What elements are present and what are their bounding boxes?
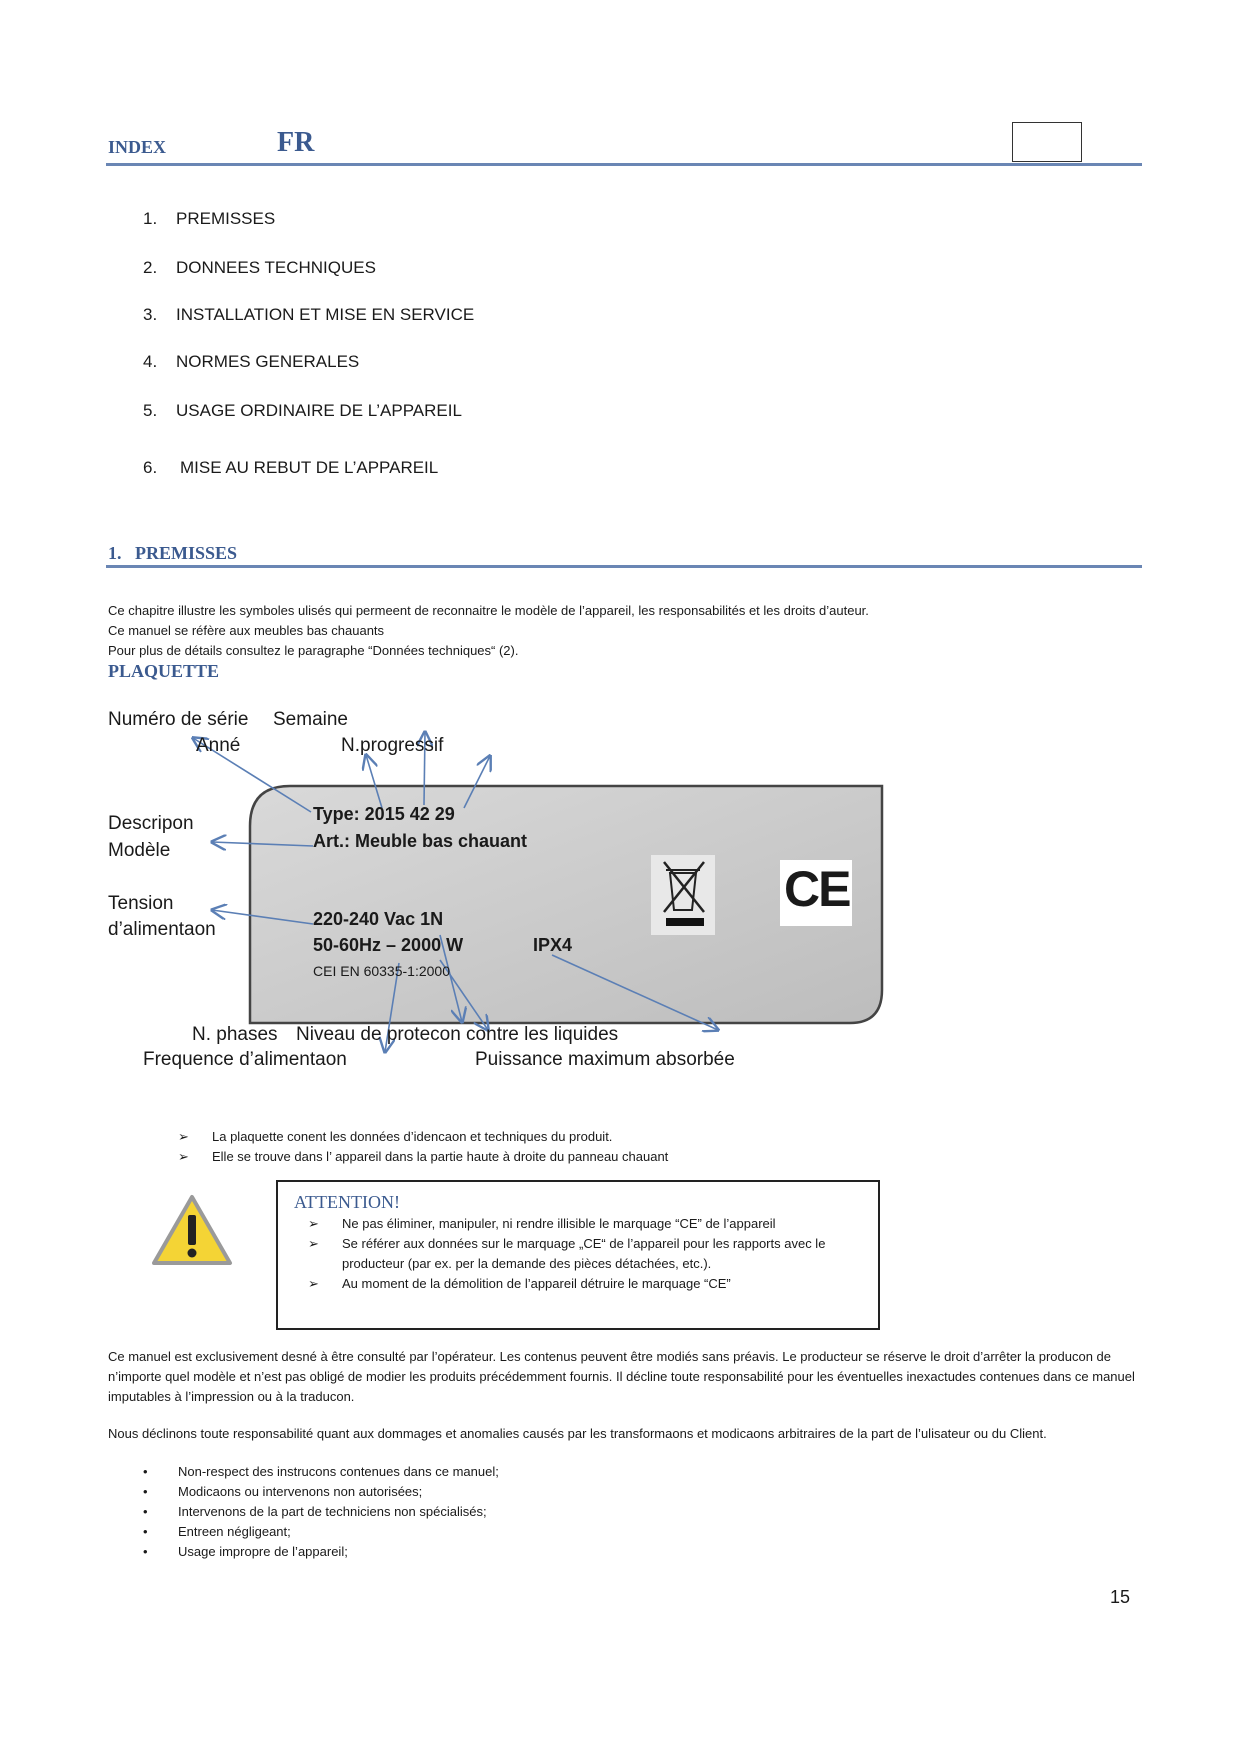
list-item: • Intervenons de la part de techniciens non spécialisés; xyxy=(143,1504,487,1519)
toc-item: 4. NORMES GENERALES xyxy=(143,352,360,371)
plaquette-title: PLAQUETTE xyxy=(108,661,220,681)
ce-mark-icon: CE xyxy=(784,861,850,917)
attention-box xyxy=(276,1180,880,1330)
label-serial: Numéro de série xyxy=(108,709,249,730)
language-code: FR xyxy=(277,127,315,158)
toc-item: 2. DONNEES TECHNIQUES xyxy=(143,258,376,277)
list-item: • Modicaons ou intervenons non autorisées; xyxy=(143,1484,423,1499)
list-item: ➢ La plaquette conent les données d’idencaon et techniques du produit. xyxy=(178,1129,613,1144)
label-model: Modèle xyxy=(108,840,171,861)
toc-item: 1. PREMISSES xyxy=(143,209,276,228)
label-year: Anné xyxy=(196,735,241,756)
plate-type: Type: 2015 42 29 xyxy=(313,804,455,824)
list-item: • Entreen négligeant; xyxy=(143,1524,291,1539)
attention-title: ATTENTION! xyxy=(294,1192,400,1212)
label-phases: N. phases xyxy=(192,1024,278,1045)
plate-bullet-list xyxy=(178,1127,668,1167)
list-item: • Usage impropre de l’appareil; xyxy=(143,1544,348,1559)
responsibility-list xyxy=(143,1462,499,1562)
list-item: ➢ Ne pas éliminer, manipuler, ni rendre illisible le marquage “CE” de l’appareil xyxy=(308,1216,776,1231)
section-heading: 1. PREMISSES xyxy=(108,543,238,563)
section-intro: Ce chapitre illustre les symboles ulisés qui permeent de reconnaitre le modèle de l’appareil, les responsabilités et les droits d’auteur. Ce manuel se réfère aux meubles bas chauants Pour plus de détails consultez le paragraphe “Données techniques“ (2). xyxy=(108,603,869,658)
paragraph-responsibility: Nous déclinons toute responsabilité quant aux dommages et anomalies causés par les transformaons et modicaons arbitraires de la part de l’ulisateur ou du Client. xyxy=(108,1426,1047,1441)
list-item: ➢ Se référer aux données sur le marquage „CE“ de l’appareil pour les rapports avec le producteur (par ex. per la demande des pièces détachées, etc.). xyxy=(308,1236,826,1271)
label-frequency: Frequence d’alimentaon xyxy=(143,1049,347,1070)
label-protection: Niveau de protecon contre les liquides xyxy=(296,1024,619,1045)
list-item: ➢ Au moment de la démolition de l’appareil détruire le marquage “CE” xyxy=(308,1276,731,1291)
plate-voltage: 220-240 Vac 1N xyxy=(313,909,444,929)
page-number: 15 xyxy=(1110,1587,1131,1607)
toc-item: 6. MISE AU REBUT DE L’APPAREIL xyxy=(143,458,439,477)
paragraph-disclaimer: Ce manuel est exclusivement desné à être consulté par l’opérateur. Les contenus peuvent être modiés sans préavis. Le producteur se réserve le droit d’arrêter la producon de n’importe quel modèle et n’est pas obligé de modier les produits précédemment fournis. Il décline toute responsabilité pour les éventuelles inexactudes contenues dans ce manuel imputables à l’impression ou à la traducon. xyxy=(108,1349,1135,1404)
plate-article: Art.: Meuble bas chauant xyxy=(313,831,528,851)
plate-norm: CEI EN 60335-1:2000 xyxy=(313,963,450,979)
label-week: Semaine xyxy=(273,709,348,730)
label-description: Descripon xyxy=(108,813,194,834)
label-voltage-2: d’alimentaon xyxy=(108,919,216,940)
list-item: ➢ Elle se trouve dans l’ appareil dans la partie haute à droite du panneau chauant xyxy=(178,1149,669,1164)
plate-ip-rating: IPX4 xyxy=(533,935,573,955)
plate-frequency-power: 50-60Hz – 2000 W xyxy=(313,935,464,955)
label-progressive: N.progressif xyxy=(341,735,444,756)
weee-bin-icon xyxy=(651,855,715,935)
list-item: • Non-respect des instrucons contenues dans ce manuel; xyxy=(143,1464,499,1479)
warning-triangle-icon xyxy=(150,1193,234,1269)
label-power: Puissance maximum absorbée xyxy=(475,1049,735,1070)
attention-list xyxy=(308,1214,868,1294)
toc-item: 3. INSTALLATION ET MISE EN SERVICE xyxy=(143,305,475,324)
toc-item: 5. USAGE ORDINAIRE DE L’APPAREIL xyxy=(143,401,462,420)
index-label: INDEX xyxy=(108,137,167,157)
label-voltage: Tension xyxy=(108,893,174,914)
